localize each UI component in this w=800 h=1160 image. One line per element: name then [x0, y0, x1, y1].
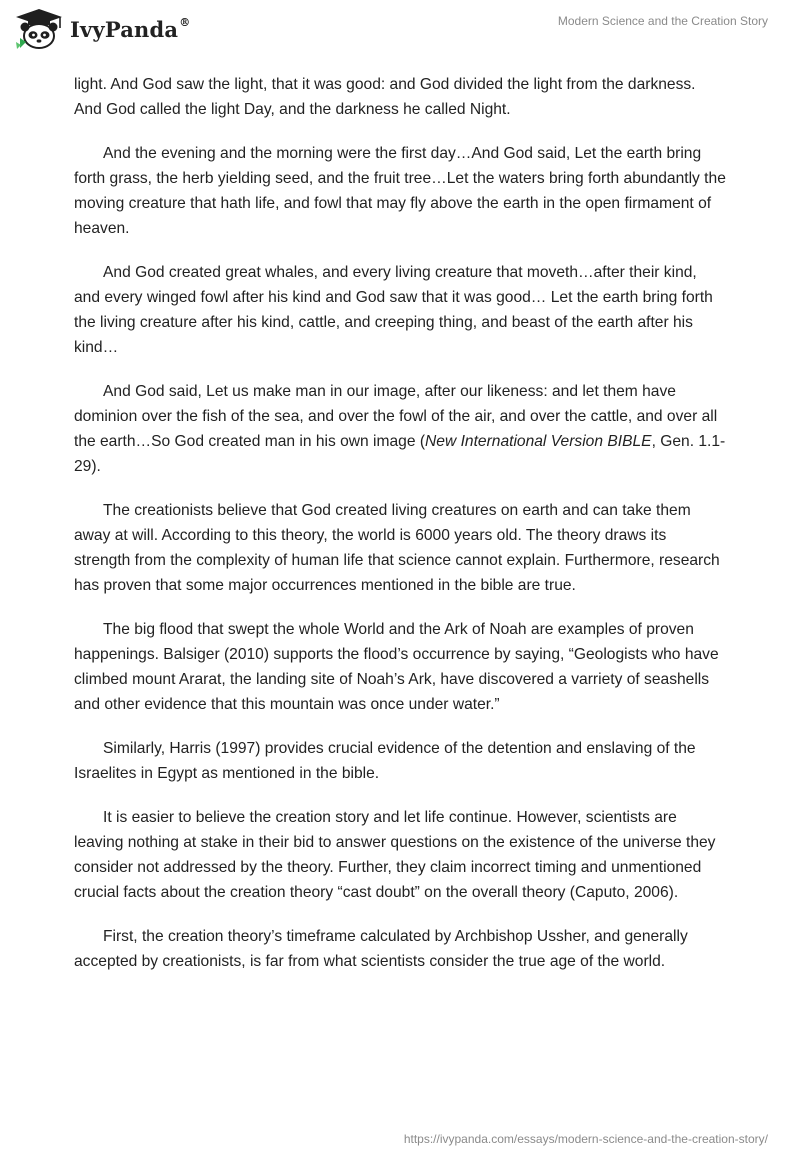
- paragraph: And the evening and the morning were the first day…And God said, Let the earth bring forth grass, the herb yielding seed, and the fruit tree…Let the waters bring forth abundantly the moving creature that hath life, and fowl that may fly above the earth in the open firmament of heaven.: [74, 145, 726, 237]
- paragraph-text: And God said, Let us make man in our image, after our likeness: and let them have dominion over the fish of the sea, and over the fowl of the air, and over the cattle, and over all the earth…So God created man in his own image (: [74, 383, 718, 450]
- essay-body: [74, 72, 726, 993]
- citation-reference: , Gen. 1.1-29).: [74, 433, 726, 475]
- paragraph: And God created great whales, and every living creature that moveth…after their kind, and every winged fowl after his kind and God saw that it was good… Let the earth bring forth the living creature after his kind, cattle, and creeping thing, and beast of the earth after his kind…: [74, 264, 713, 356]
- citation-title: New International Version BIBLE: [425, 433, 652, 450]
- page-header: [0, 0, 800, 62]
- paragraph: The creationists believe that God created living creatures on earth and can take them away at will. According to this theory, the world is 6000 years old. The theory draws its strength from the complexity of human life that science cannot explain. Furthermore, research has proven that some major occurrences mentioned in the bible are true.: [74, 502, 720, 594]
- paragraph: It is easier to believe the creation story and let life continue. However, scientists are leaving nothing at stake in their bid to answer questions on the existence of the universe they consider not addressed by the theory. Further, they claim incorrect timing and unmentioned crucial facts about the creation theory “cast doubt” on the overall theory (Caputo, 2006).: [74, 809, 716, 901]
- document-title: Modern Science and the Creation Story: [557, 14, 768, 28]
- paragraph: The big flood that swept the whole World and the Ark of Noah are examples of proven happenings. Balsiger (2010) supports the flood’s occurrence by saying, “Geologists who have climbed mount Ararat, the landing site of Noah’s Ark, have discovered a varriety of seashells and other evidence that this mountain was once under water.”: [74, 621, 719, 713]
- paragraph-with-citation: [74, 379, 726, 479]
- brand-logo[interactable]: [14, 8, 190, 50]
- paragraph: First, the creation theory’s timeframe calculated by Archbishop Ussher, and generally accepted by creationists, is far from what scientists consider the true age of the world.: [74, 928, 688, 970]
- panda-graduate-icon: [14, 8, 64, 50]
- paragraph: Similarly, Harris (1997) provides crucial evidence of the detention and enslaving of the Israelites in Egypt as mentioned in the bible.: [74, 740, 696, 782]
- paragraph-continued: light. And God saw the light, that it was good: and God divided the light from the darkness. And God called the light Day, and the darkness he called Night.: [74, 76, 696, 118]
- brand-name: IvyPanda®: [70, 15, 191, 42]
- source-url-link[interactable]: https://ivypanda.com/essays/modern-science-and-the-creation-story/: [403, 1132, 768, 1146]
